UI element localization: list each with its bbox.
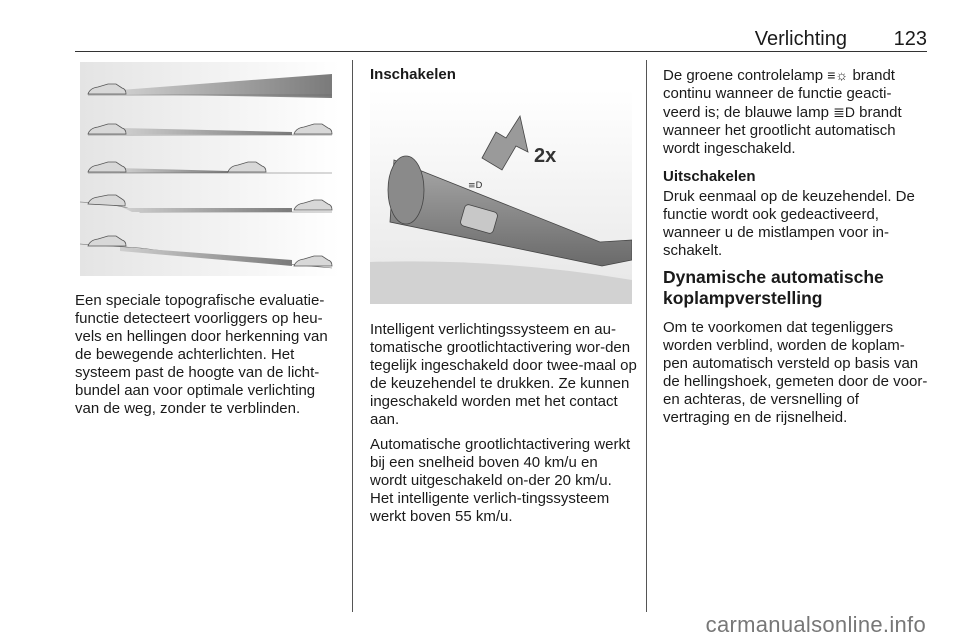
page-header bbox=[75, 24, 927, 52]
green-lamp-icon: ≡☼ bbox=[827, 67, 849, 83]
column-2 bbox=[370, 321, 638, 533]
page-number: 123 bbox=[893, 28, 927, 50]
deactivation-paragraph: Druk eenmaal op de keuzehendel. De functie wordt ook gedeactiveerd, wanneer u de mistlampen voor in-schakelt. bbox=[663, 188, 915, 259]
column-1 bbox=[75, 292, 343, 425]
topography-paragraph: Een speciale topografische evaluatie-functie detecteert voorliggers op heu-vels en hellingen door herkenning van de bewegende achterlichten. Het systeem past de hoogte van de licht-bundel aan voor optimale verlichting van de weg, zonder te verblinden. bbox=[75, 292, 328, 417]
section-heading-inschakelen: Inschakelen bbox=[370, 66, 456, 83]
control-lamp-paragraph: De groene controlelamp ≡☼ brandt continu wanneer de functie geacti-veerd is; de blauwe lamp ≣D brandt wanneer het grootlicht automatisch wordt ingeschakeld. bbox=[663, 67, 902, 157]
column-3 bbox=[663, 66, 928, 434]
leveling-paragraph: Om te voorkomen dat tegenliggers worden verblind, worden de koplam-pen automatisch versteld op basis van de hellingshoek, gemeten door de voor- en achteras, de versnelling of vertraging en de rijsnelheid. bbox=[663, 319, 928, 426]
activation-paragraph-2: Automatische grootlichtactivering werkt bij een snelheid boven 40 km/u en wordt uitgeschakeld on-der 20 km/u. Het intelligente verlich-tingssysteem werkt boven 55 km/u. bbox=[370, 436, 631, 525]
column-divider-1 bbox=[352, 60, 353, 612]
activation-paragraph-1: Intelligent verlichtingssysteem en au-tomatische grootlichtactivering wor-den tegelijk ingeschakeld door twee-maal op de keuzehendel te drukken. Ze kunnen ingeschakeld worden met het contact aan. bbox=[370, 321, 637, 428]
chapter-title: Verlichting bbox=[754, 28, 847, 50]
blue-lamp-icon: ≣D bbox=[833, 104, 855, 120]
column-divider-2 bbox=[646, 60, 647, 612]
figure-label-2x: 2x bbox=[534, 145, 557, 167]
section-heading-dynamic: Dynamische automatische koplampverstelling bbox=[663, 267, 884, 308]
section-heading-uitschakelen: Uitschakelen bbox=[663, 168, 756, 185]
column-2-heading-block bbox=[370, 66, 638, 86]
watermark: carmanualsonline.info bbox=[705, 612, 926, 637]
beam-illustration bbox=[80, 62, 340, 276]
headlight-icon: ≡D bbox=[468, 181, 483, 191]
lever-illustration bbox=[370, 90, 632, 304]
header-rule bbox=[75, 51, 927, 52]
